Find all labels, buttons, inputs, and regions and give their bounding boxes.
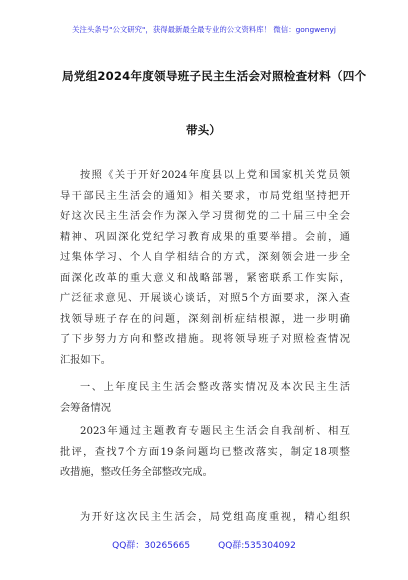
paragraph-line: 好这次民主生活会作为深入学习贯彻党的二十届三中全会 bbox=[60, 211, 350, 222]
document-title-line-1: 局党组2024年度领导班子民主生活会对照检查材料（四个 bbox=[62, 69, 367, 83]
paragraph-line: 精神、巩固深化党纪学习教育成果的重要举措。会前，通 bbox=[60, 231, 350, 243]
footer-qq-group-1: QQ群：30265665 bbox=[112, 541, 191, 551]
paragraph-line: 为开好这次民主生活会，局党组高度重视，精心组织 bbox=[80, 512, 350, 523]
header-promo-note: 关注头条号"公文研究"，获得最新最全最专业的公文资料库！ 微信：gongwenyj bbox=[72, 25, 336, 34]
paragraph-line: 了下步努力方向和整改措施。现将领导班子对照检查情况 bbox=[60, 334, 350, 345]
paragraph-preparation bbox=[60, 508, 350, 529]
paragraph-line: 会筹备情况 bbox=[60, 402, 111, 414]
paragraph-line: 找领导班子存在的问题，深刻剖析症结根源，进一步明确 bbox=[60, 313, 350, 325]
paragraph-line: 汇报如下。 bbox=[60, 354, 111, 366]
paragraph-line: 导干部民主生活会的通知》相关要求，市局党组坚持把开 bbox=[60, 190, 350, 202]
paragraph-line: 2023年通过主题教育专题民主生活会自我剖析、相互 bbox=[80, 426, 350, 437]
section-heading-1 bbox=[60, 378, 350, 419]
paragraph-line: 改措施，整改任务全部整改完成。 bbox=[60, 467, 213, 478]
paragraph-line: 过集体学习、个人自学相结合的方式，深刻领会进一步全 bbox=[60, 252, 350, 263]
paragraph-2023-review bbox=[60, 422, 350, 484]
document-title-line-2: 带头） bbox=[186, 123, 221, 137]
paragraph-line: 按照《关于开好2024年度县以上党和国家机关党员领 bbox=[80, 170, 350, 181]
paragraph-intro bbox=[60, 166, 350, 371]
paragraph-line: 批评，查找7个方面19条问题均已整改落实，制定18项整 bbox=[60, 446, 350, 458]
paragraph-line: 面深化改革的重大意义和战略部署，紧密联系工作实际， bbox=[60, 272, 350, 284]
paragraph-line: 一、上年度民主生活会整改落实情况及本次民主生活 bbox=[80, 382, 350, 393]
footer-qq-group-2: QQ群:535304092 bbox=[218, 541, 296, 551]
footer-qq-groups bbox=[0, 538, 408, 551]
paragraph-line: 广泛征求意见、开展谈心谈话，对照5个方面要求，深入查 bbox=[60, 293, 350, 304]
